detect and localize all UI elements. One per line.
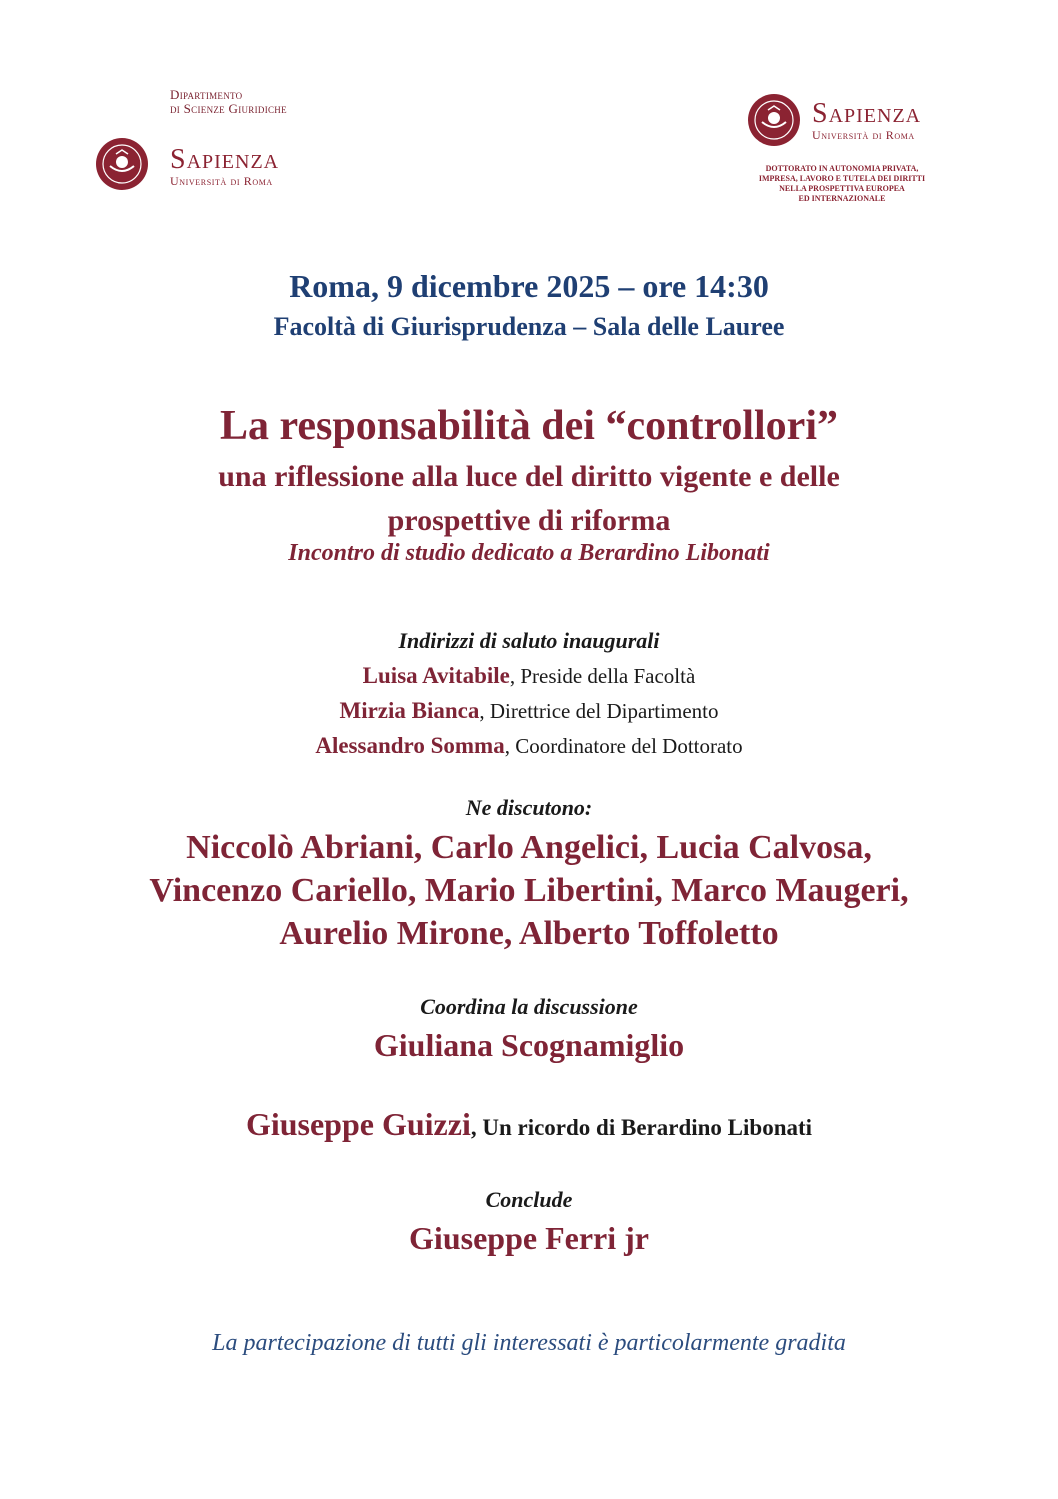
discussants-list [0,826,1058,955]
concluding-speaker: Giuseppe Ferri jr [409,1220,649,1256]
department-label [170,88,287,116]
greetings-list [0,660,1058,762]
event-subtitle [0,455,1058,543]
coordination-label: Coordina la discussione [420,994,638,1019]
memory-speaker: Giuseppe Guizzi [245,1106,471,1142]
memory-text: , Un ricordo di Berardino Libonati [470,1115,813,1140]
discussants-line-3: Aurelio Mirone, Alberto Toffoletto [279,915,779,952]
greeting-item [0,660,1058,692]
dept-line-2: di Scienze Giuridiche [170,101,287,116]
closing-note: La partecipazione di tutti gli interessati è particolarmente gradita [212,1330,846,1356]
subtitle-line-2: prospettive di riforma [387,504,671,537]
brand-sub-left: Università di Roma [170,174,273,188]
memory-line [0,1106,1058,1143]
brand-name-left: Sapienza [170,144,280,175]
subtitle-line-1: una riflessione alla luce del diritto vigente e delle [218,460,840,493]
greeting-item [0,730,1058,762]
coordinator-name: Giuliana Scognamiglio [373,1027,685,1063]
conclusion-label: Conclude [485,1187,573,1212]
event-dedication: Incontro di studio dedicato a Berardino Libonati [288,540,770,566]
brand-sub-right: Università di Roma [812,128,915,142]
greeting-role: , Coordinatore del Dottorato [504,734,743,758]
event-venue: Facoltà di Giurisprudenza – Sala delle Lauree [273,312,785,341]
dept-line-1: Dipartimento [170,87,243,102]
event-date-time: Roma, 9 dicembre 2025 – ore 14:30 [289,268,769,304]
doctorate-line: DOTTORATO IN AUTONOMIA PRIVATA, [765,164,919,173]
greetings-label: Indirizzi di saluto inaugurali [398,628,660,653]
doctorate-line: NELLA PROSPETTIVA EUROPEA [779,184,905,193]
sapienza-seal-icon [96,138,148,190]
greeting-role: , Direttrice del Dipartimento [479,699,719,723]
brand-block-left [170,146,279,189]
discussants-line-1: Niccolò Abriani, Carlo Angelici, Lucia Calvosa, [186,829,872,866]
doctorate-line: ED INTERNAZIONALE [798,194,886,203]
brand-block-right [812,100,921,143]
greeting-name: Alessandro Somma [315,733,505,758]
greeting-item [0,695,1058,727]
greeting-name: Mirzia Bianca [339,698,480,723]
event-title: La responsabilità dei “controllori” [220,403,838,449]
greeting-name: Luisa Avitabile [362,663,510,688]
discussants-line-2: Vincenzo Cariello, Mario Libertini, Marco Maugeri, [149,872,909,909]
brand-name-right: Sapienza [812,98,922,129]
greeting-role: , Preside della Facoltà [509,664,696,688]
doctorate-label [742,164,942,204]
discussants-label: Ne discutono: [465,795,593,820]
sapienza-seal-icon [748,94,800,146]
doctorate-line: IMPRESA, LAVORO E TUTELA DEI DIRITTI [758,174,926,183]
